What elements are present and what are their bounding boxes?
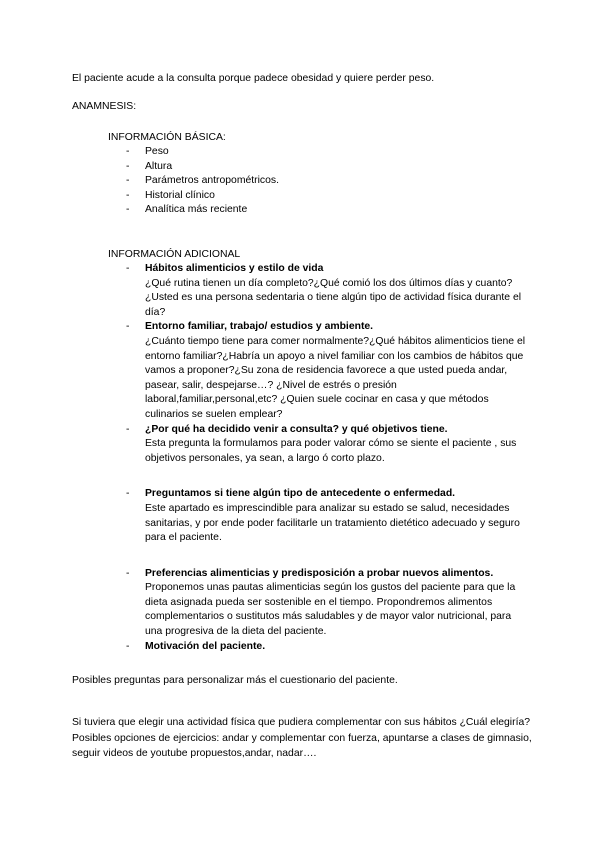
item-text: ¿Qué rutina tienen un día completo?¿Qué comió los dos últimos días y cuanto? ¿Usted es una persona sedentaria o tiene algún tipo de actividad física durante el día? — [145, 277, 522, 318]
item-text: Este apartado es imprescindible para analizar su estado se salud, necesidades sanitarias, y por ende poder facilitarle un tratamiento dietético adecuado y seguro para el paciente. — [145, 502, 520, 544]
list-item — [126, 487, 526, 545]
intro-paragraph: El paciente acude a la consulta porque padece obesidad y quiere perder peso. — [72, 73, 435, 84]
posibles-paragraph: Posibles preguntas para personalizar más el cuestionario del paciente. — [72, 675, 398, 686]
item-title: - Motivación del paciente. — [145, 640, 266, 652]
list-item: - Parámetros antropométricos. — [126, 174, 279, 189]
item-text: Proponemos unas pautas alimenticias según los gustos del paciente para que la dieta asignada pueda ser sostenible en el tiempo. Propondremos alimentos complementarios o sustitutos más saludables y de mayor valor nutricional, para una progresiva de la dieta del paciente. — [145, 582, 516, 638]
item-title: - Hábitos alimenticios y estilo de vida — [145, 263, 324, 274]
basic-info-list — [126, 145, 279, 218]
additional-info-list — [126, 262, 526, 654]
list-item: - Historial clínico — [126, 189, 279, 204]
list-item: - Altura — [126, 160, 279, 175]
list-item — [126, 320, 526, 422]
item-title: - ¿Por qué ha decidido venir a consulta? y qué objetivos tiene. — [145, 423, 448, 435]
list-item: - Analítica más reciente — [126, 203, 279, 218]
list-item — [126, 640, 526, 655]
item-text: Esta pregunta la formulamos para poder valorar cómo se siente el paciente , sus objetivos personales, ya sean, a largo ó corto plazo. — [145, 438, 517, 464]
list-item — [126, 423, 526, 467]
list-item: - Peso — [126, 145, 279, 160]
additional-info-heading: INFORMACIÓN ADICIONAL — [108, 249, 241, 260]
item-title: - Entorno familiar, trabajo/ estudios y ambiente. — [145, 321, 374, 333]
anamnesis-heading: ANAMNESIS: — [72, 101, 137, 112]
item-title: - Preferencias alimenticias y predisposición a probar nuevos alimentos. — [145, 567, 494, 579]
final-paragraph: Si tuviera que elegir una actividad física que pudiera complementar con sus hábitos ¿Cuál elegiría? Posibles opciones de ejercicios: andar y complementar con fuerza, apuntarse a clases de gimnasio, seguir videos de youtube propuestos,andar, nadar…. — [72, 717, 532, 759]
basic-info-heading: INFORMACIÓN BÁSICA: — [108, 132, 226, 143]
list-item — [126, 567, 526, 640]
item-text: ¿Cuánto tiempo tiene para comer normalmente?¿Qué hábitos alimenticios tiene el entorno familiar?¿Habría un apoyo a nivel familiar con los cambios de hábitos que vamos a proponer?¿Su zona de residencia favorece a que usted pueda andar, pasear, salir, despejarse…? ¿Nivel de estrés o presión laboral,familiar,personal,etc? ¿Quien suele cocinar en casa y que métodos culinarios se suelen emplear? — [145, 335, 526, 420]
item-title: - Preguntamos si tiene algún tipo de antecedente o enfermedad. — [145, 488, 456, 500]
list-item — [126, 262, 526, 320]
